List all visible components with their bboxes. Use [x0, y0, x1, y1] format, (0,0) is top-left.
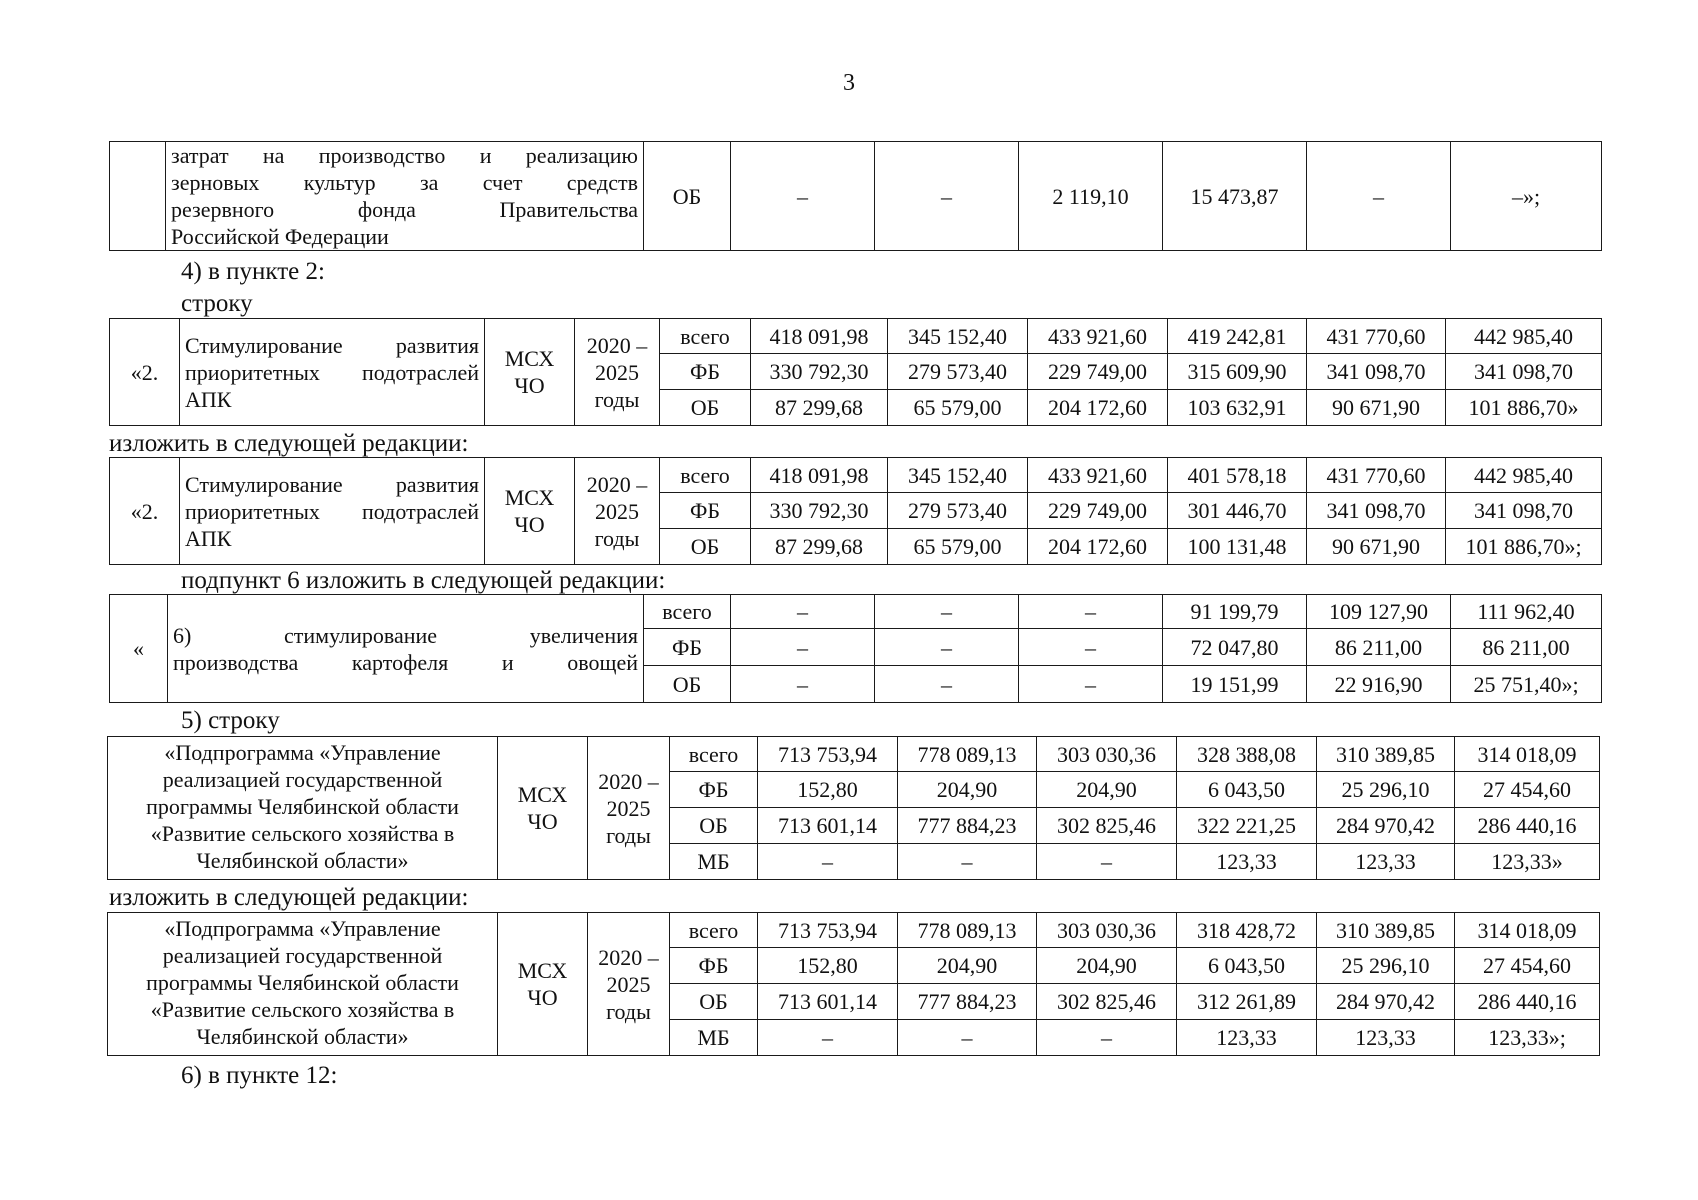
value-cell: 442 985,40	[1446, 319, 1602, 354]
value-cell: 442 985,40	[1446, 458, 1602, 493]
value-cell: 152,80	[758, 772, 898, 808]
value-cell: 6 043,50	[1177, 948, 1317, 984]
source-cell: ОБ	[670, 984, 758, 1020]
value-cell: 778 089,13	[898, 737, 1037, 772]
value-cell: 315 609,90	[1168, 354, 1307, 390]
paragraph-stroku: строку	[181, 290, 253, 317]
period-cell	[588, 737, 670, 880]
value-cell: 87 299,68	[751, 529, 888, 565]
source-cell: МБ	[670, 1020, 758, 1056]
value-cell: –	[731, 595, 875, 629]
org-cell	[498, 913, 588, 1056]
value-cell: 123,33	[1177, 1020, 1317, 1056]
value-cell: 310 389,85	[1317, 913, 1455, 948]
period-line: годы	[606, 822, 651, 848]
value-cell: –	[898, 844, 1037, 880]
table-row	[110, 595, 1602, 629]
value-cell: 204 172,60	[1028, 529, 1168, 565]
description-line: 6) стимулирование увеличения	[173, 622, 638, 648]
value-cell: 418 091,98	[751, 319, 888, 354]
table-subprogram-old	[107, 736, 1600, 880]
source-cell: ФБ	[670, 772, 758, 808]
value-cell: 152,80	[758, 948, 898, 984]
value-cell: 330 792,30	[751, 493, 888, 529]
value-cell: 322 221,25	[1177, 808, 1317, 844]
description-line: АПК	[185, 386, 232, 412]
value-cell: –	[731, 629, 875, 666]
value-cell: 279 573,40	[888, 493, 1028, 529]
value-cell: 204,90	[1037, 948, 1177, 984]
value-cell: 312 261,89	[1177, 984, 1317, 1020]
description-line: «Подпрограмма «Управление	[164, 916, 441, 941]
paragraph-new-edition-2: изложить в следующей редакции:	[109, 884, 469, 911]
period-line: 2025	[606, 971, 651, 997]
value-cell: 433 921,60	[1028, 319, 1168, 354]
paragraph-item-4: 4) в пункте 2:	[181, 258, 325, 285]
source-cell: ФБ	[670, 948, 758, 984]
period-cell	[575, 458, 660, 565]
description-line: резервного фонда Правительства	[171, 197, 638, 222]
description-line: Российской Федерации	[171, 224, 389, 249]
value-cell: 86 211,00	[1451, 629, 1602, 666]
value-cell: 204,90	[898, 772, 1037, 808]
value-cell: –	[758, 1020, 898, 1056]
org-line: ЧО	[527, 985, 558, 1010]
value-cell: 204 172,60	[1028, 390, 1168, 426]
value-cell: –	[875, 595, 1019, 629]
org-cell	[485, 458, 575, 565]
value-cell: 279 573,40	[888, 354, 1028, 390]
value-cell: 101 886,70»	[1446, 390, 1602, 426]
value-cell: 100 131,48	[1168, 529, 1307, 565]
value-cell: 301 446,70	[1168, 493, 1307, 529]
org-line: ЧО	[514, 512, 545, 537]
period-cell	[588, 913, 670, 1056]
value-cell: 25 296,10	[1317, 772, 1455, 808]
description-cell	[180, 319, 485, 426]
org-line: МСХ	[504, 346, 555, 371]
source-cell: всего	[660, 458, 751, 493]
period-line: 2025	[595, 498, 639, 524]
period-line: 2025	[606, 795, 651, 821]
value-cell: 103 632,91	[1168, 390, 1307, 426]
value-cell: 713 601,14	[758, 808, 898, 844]
num-cell: «2.	[110, 319, 180, 426]
value-cell: 302 825,46	[1037, 984, 1177, 1020]
description-line: приоритетных подотраслей	[185, 359, 479, 385]
description-line: программы Челябинской области	[146, 970, 459, 995]
value-cell: 204,90	[1037, 772, 1177, 808]
description-line: реализацией государственной	[162, 943, 443, 968]
table-subprogram-new	[107, 912, 1600, 1056]
period-line: 2020 –	[586, 332, 648, 358]
value-cell: 345 152,40	[888, 458, 1028, 493]
period-cell	[575, 319, 660, 426]
org-line: ЧО	[514, 373, 545, 398]
table-grain-costs	[109, 141, 1602, 251]
value-cell: 314 018,09	[1455, 737, 1600, 772]
value-cell: 286 440,16	[1455, 808, 1600, 844]
description-line: производства картофеля и овощей	[173, 649, 638, 675]
value-cell: –	[875, 142, 1019, 251]
value-cell: –	[898, 1020, 1037, 1056]
description-cell	[180, 458, 485, 565]
table-stimulation-new	[109, 457, 1602, 565]
value-cell: 19 151,99	[1163, 666, 1307, 703]
value-cell: 345 152,40	[888, 319, 1028, 354]
value-cell: 123,33	[1317, 1020, 1455, 1056]
org-line: МСХ	[504, 485, 555, 510]
org-line: МСХ	[517, 958, 568, 983]
num-cell: «2.	[110, 458, 180, 565]
org-cell	[498, 737, 588, 880]
value-cell: 341 098,70	[1446, 493, 1602, 529]
source-cell: ФБ	[644, 629, 731, 666]
value-cell: 431 770,60	[1307, 458, 1446, 493]
description-cell	[166, 142, 644, 251]
value-cell: 713 753,94	[758, 737, 898, 772]
value-cell: –	[875, 666, 1019, 703]
value-cell: –	[1019, 666, 1163, 703]
source-cell: всего	[644, 595, 731, 629]
table-row	[108, 737, 1600, 772]
source-cell: ОБ	[660, 529, 751, 565]
description-line: Стимулирование развития	[185, 471, 479, 497]
value-cell: –	[1019, 595, 1163, 629]
value-cell: 713 601,14	[758, 984, 898, 1020]
description-line: затрат на производство и реализацию	[171, 143, 638, 168]
paragraph-item-6: 6) в пункте 12:	[181, 1062, 338, 1089]
value-cell: 284 970,42	[1317, 808, 1455, 844]
value-cell: 318 428,72	[1177, 913, 1317, 948]
paragraph-item-5: 5) строку	[181, 707, 280, 734]
num-cell: «	[110, 595, 168, 703]
value-cell: 314 018,09	[1455, 913, 1600, 948]
value-cell: 25 296,10	[1317, 948, 1455, 984]
value-cell: –	[1307, 142, 1451, 251]
value-cell: –	[1019, 629, 1163, 666]
source-cell: ФБ	[660, 354, 751, 390]
value-cell: –	[1037, 1020, 1177, 1056]
description-line: программы Челябинской области	[146, 794, 459, 819]
value-cell: 302 825,46	[1037, 808, 1177, 844]
source-cell: ОБ	[644, 666, 731, 703]
value-cell: 123,33	[1177, 844, 1317, 880]
description-line: «Развитие сельского хозяйства в	[150, 821, 455, 846]
source-cell: ОБ	[670, 808, 758, 844]
value-cell: 90 671,90	[1307, 529, 1446, 565]
value-cell: 123,33	[1317, 844, 1455, 880]
description-line: «Подпрограмма «Управление	[164, 740, 441, 765]
org-line: ЧО	[527, 809, 558, 834]
period-line: годы	[594, 525, 640, 551]
value-cell: 109 127,90	[1307, 595, 1451, 629]
value-cell: 341 098,70	[1446, 354, 1602, 390]
value-cell: 286 440,16	[1455, 984, 1600, 1020]
table-stimulation-old	[109, 318, 1602, 426]
value-cell: 401 578,18	[1168, 458, 1307, 493]
paragraph-new-edition-1: изложить в следующей редакции:	[109, 430, 469, 457]
value-cell: 27 454,60	[1455, 948, 1600, 984]
paragraph-subitem-6: подпункт 6 изложить в следующей редакции:	[181, 567, 666, 594]
value-cell: 777 884,23	[898, 984, 1037, 1020]
period-line: 2020 –	[598, 768, 659, 794]
value-cell: –	[758, 844, 898, 880]
value-cell: 431 770,60	[1307, 319, 1446, 354]
value-cell: –	[731, 666, 875, 703]
table-row	[110, 458, 1602, 493]
value-cell: 341 098,70	[1307, 493, 1446, 529]
description-line: «Развитие сельского хозяйства в	[150, 997, 455, 1022]
table-row	[108, 913, 1600, 948]
description-line: Стимулирование развития	[185, 332, 479, 358]
value-cell: 86 211,00	[1307, 629, 1451, 666]
value-cell: –	[731, 142, 875, 251]
value-cell: 419 242,81	[1168, 319, 1307, 354]
value-cell: 123,33»;	[1455, 1020, 1600, 1056]
value-cell: –»;	[1451, 142, 1602, 251]
value-cell: 229 749,00	[1028, 354, 1168, 390]
value-cell: 25 751,40»;	[1451, 666, 1602, 703]
value-cell: 433 921,60	[1028, 458, 1168, 493]
table-row	[110, 319, 1602, 354]
value-cell: 111 962,40	[1451, 595, 1602, 629]
value-cell: 418 091,98	[751, 458, 888, 493]
value-cell: 101 886,70»;	[1446, 529, 1602, 565]
period-line: 2020 –	[598, 944, 659, 970]
org-cell	[485, 319, 575, 426]
num-cell	[110, 142, 166, 251]
value-cell: 15 473,87	[1163, 142, 1307, 251]
value-cell: 713 753,94	[758, 913, 898, 948]
value-cell: 341 098,70	[1307, 354, 1446, 390]
value-cell: 303 030,36	[1037, 913, 1177, 948]
source-cell: МБ	[670, 844, 758, 880]
value-cell: 123,33»	[1455, 844, 1600, 880]
period-line: годы	[606, 998, 651, 1024]
description-cell	[108, 737, 498, 880]
value-cell: 330 792,30	[751, 354, 888, 390]
value-cell: 778 089,13	[898, 913, 1037, 948]
value-cell: 284 970,42	[1317, 984, 1455, 1020]
value-cell: 22 916,90	[1307, 666, 1451, 703]
description-cell	[168, 595, 644, 703]
description-cell	[108, 913, 498, 1056]
source-cell: всего	[670, 913, 758, 948]
source-cell: всего	[670, 737, 758, 772]
value-cell: 91 199,79	[1163, 595, 1307, 629]
source-cell: ОБ	[644, 142, 731, 251]
source-cell: ОБ	[660, 390, 751, 426]
table-potato-vegetables	[109, 594, 1602, 703]
value-cell: 6 043,50	[1177, 772, 1317, 808]
source-cell: ФБ	[660, 493, 751, 529]
value-cell: 777 884,23	[898, 808, 1037, 844]
value-cell: 90 671,90	[1307, 390, 1446, 426]
description-line: реализацией государственной	[162, 767, 443, 792]
description-line: приоритетных подотраслей	[185, 498, 479, 524]
value-cell: 303 030,36	[1037, 737, 1177, 772]
value-cell: 2 119,10	[1019, 142, 1163, 251]
value-cell: 204,90	[898, 948, 1037, 984]
value-cell: 65 579,00	[888, 529, 1028, 565]
table-row	[110, 142, 1602, 251]
period-line: 2025	[595, 359, 639, 385]
period-line: годы	[594, 386, 640, 412]
org-line: МСХ	[517, 782, 568, 807]
period-line: 2020 –	[586, 471, 648, 497]
value-cell: 65 579,00	[888, 390, 1028, 426]
value-cell: –	[875, 629, 1019, 666]
value-cell: 328 388,08	[1177, 737, 1317, 772]
value-cell: 229 749,00	[1028, 493, 1168, 529]
value-cell: 72 047,80	[1163, 629, 1307, 666]
source-cell: всего	[660, 319, 751, 354]
value-cell: 27 454,60	[1455, 772, 1600, 808]
description-line: Челябинской области»	[196, 848, 409, 873]
value-cell: 87 299,68	[751, 390, 888, 426]
description-line: АПК	[185, 525, 232, 551]
description-line: Челябинской области»	[196, 1024, 409, 1049]
page-number: 3	[843, 70, 855, 96]
description-line: зерновых культур за счет средств	[171, 170, 638, 195]
value-cell: 310 389,85	[1317, 737, 1455, 772]
value-cell: –	[1037, 844, 1177, 880]
